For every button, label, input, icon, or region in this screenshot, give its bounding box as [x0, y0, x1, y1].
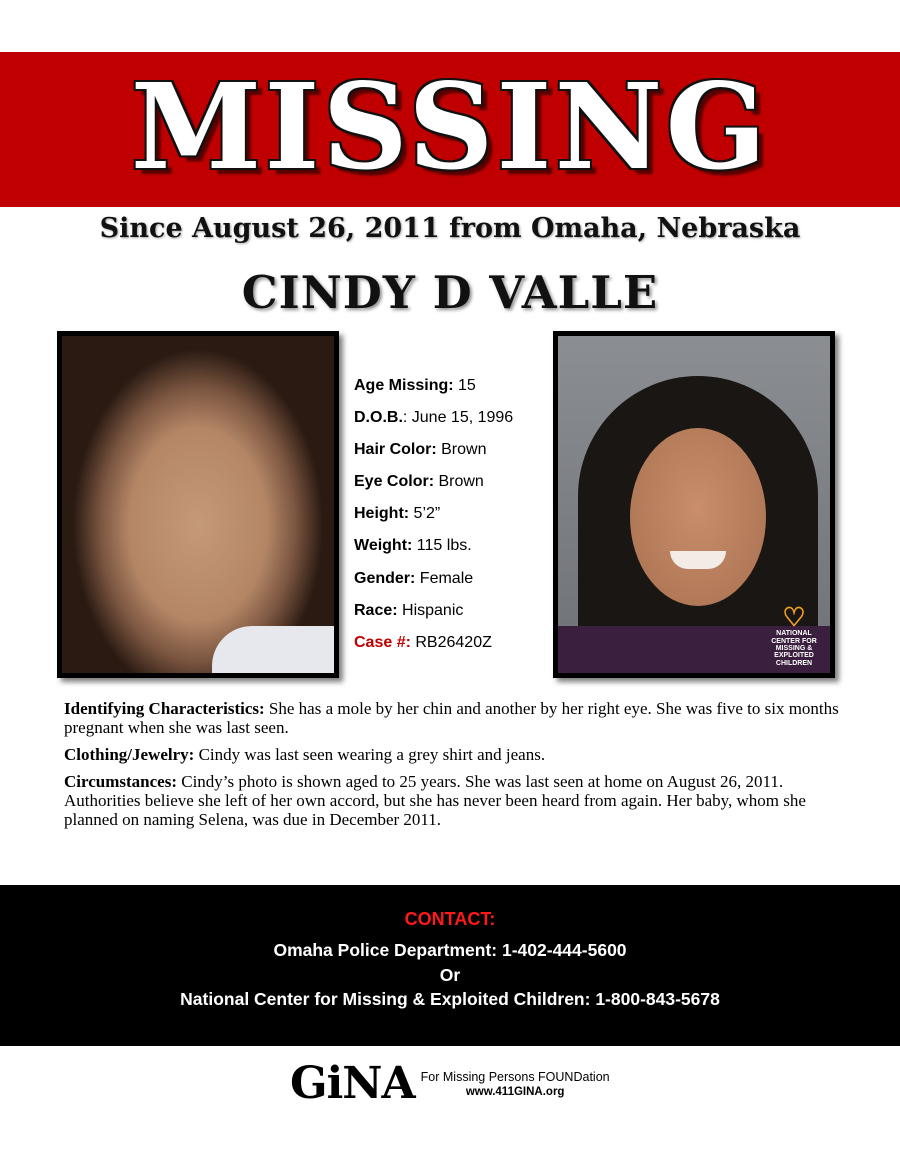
- clothing-jewelry: Clothing/Jewelry: Cindy was last seen wearing a grey shirt and jeans.: [64, 745, 546, 764]
- detail-hair-color: Hair Color: Brown: [354, 441, 487, 459]
- detail-age-missing: Age Missing: 15: [354, 377, 476, 394]
- contact-or: Or: [439, 965, 461, 985]
- detail-weight: Weight: 115 lbs.: [354, 537, 472, 555]
- detail-case-number: Case #: RB26420Z: [354, 633, 492, 651]
- contact-ncmec: National Center for Missing & Exploited Children: 1-800-843-5678: [180, 989, 720, 1009]
- person-details: [354, 376, 544, 665]
- contact-omaha-police: Omaha Police Department: 1-402-444-5600: [273, 940, 627, 960]
- contact-section: [0, 885, 900, 1046]
- age-progressed-photo: [553, 331, 835, 678]
- banner-title: MISSING: [130, 56, 770, 196]
- missing-banner: [0, 52, 900, 207]
- missing-since-line: Since August 26, 2011 from Omaha, Nebraska: [99, 213, 801, 244]
- detail-height: Height: 5’2”: [354, 505, 441, 523]
- gina-tagline: For Missing Persons FOUNDation: [420, 1070, 610, 1084]
- ncmec-logo: ♡ NATIONAL CENTER FOR MISSING & EXPLOITED CHILDREN: [764, 604, 824, 667]
- identifying-characteristics: Identifying Characteristics: She has a mole by her chin and another by her right eye. She was five to six months pregnant when she was last seen.: [64, 699, 839, 737]
- detail-dob: D.O.B.: June 15, 1996: [354, 409, 514, 427]
- gina-url: www.411GINA.org: [465, 1086, 565, 1098]
- detail-eye-color: Eye Color: Brown: [354, 473, 484, 491]
- photo-shirt: [212, 626, 339, 678]
- contact-heading: CONTACT:: [404, 909, 496, 929]
- original-photo: [57, 331, 339, 678]
- gina-logo: GiNA: [290, 1058, 415, 1109]
- case-description: [64, 699, 844, 837]
- missing-person-name: CINDY D VALLE: [241, 266, 659, 319]
- detail-race: Race: Hispanic: [354, 601, 464, 619]
- detail-gender: Gender: Female: [354, 569, 474, 587]
- circumstances: Circumstances: Cindy’s photo is shown aged to 25 years. She was last seen at home on August 26, 2011. Authorities believe she left of her own accord, but she has never been heard from again. Her baby, whom she planned on naming Selena, was due in December 2011.: [64, 772, 806, 829]
- ncmec-heart-icon: ♡: [782, 602, 806, 633]
- gina-footer-logo: [290, 1058, 610, 1112]
